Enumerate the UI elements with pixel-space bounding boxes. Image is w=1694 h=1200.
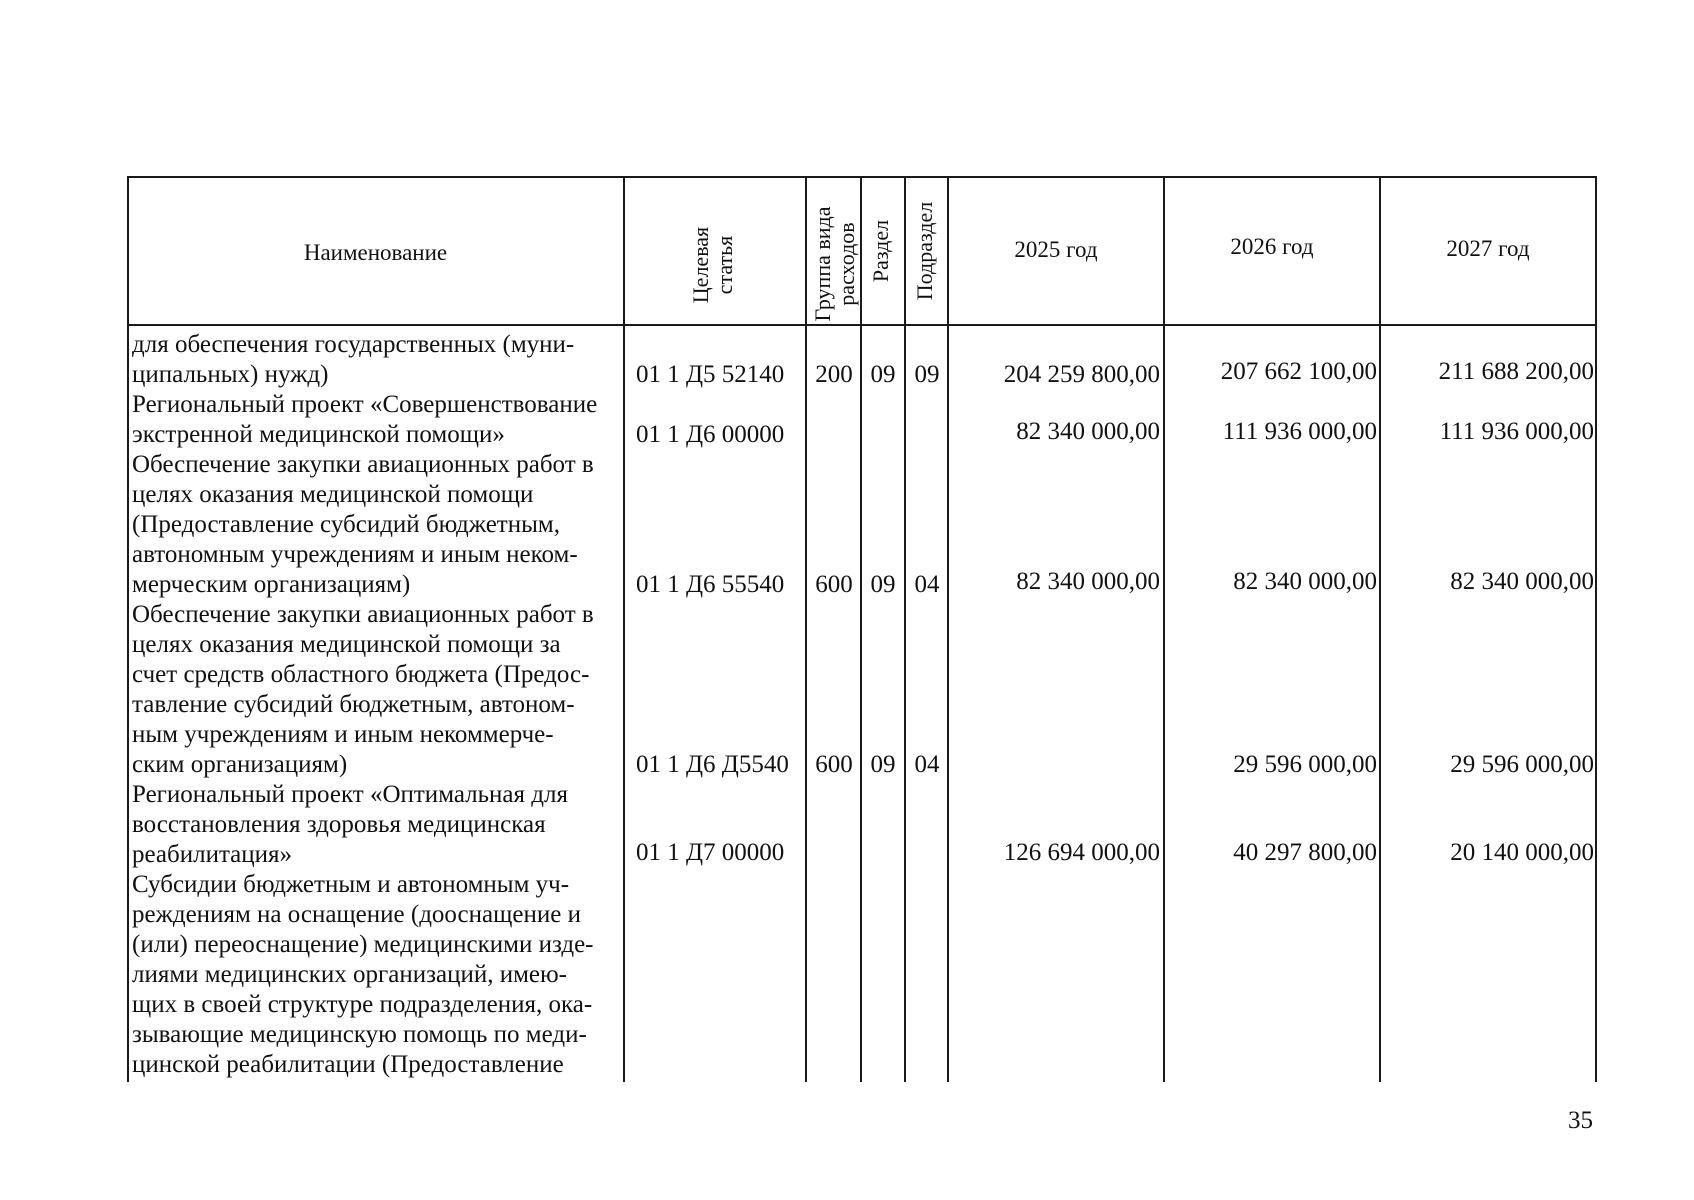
header-target-article: [689, 195, 739, 335]
name-line: счет средств областного бюджета (Предос-: [132, 661, 590, 688]
name-line: автономным учреждениям и иным неком-: [132, 541, 578, 568]
amount-2025: 126 694 000,00: [1003, 839, 1160, 866]
amount-2026: 111 936 000,00: [1222, 418, 1377, 445]
table-row-name: [132, 450, 621, 600]
amount-2025: 204 259 800,00: [1003, 361, 1160, 388]
header-subsection: Подраздел: [912, 201, 937, 301]
target-article-code: 01 1 Д5 52140: [636, 361, 785, 388]
column-divider: [623, 176, 625, 1082]
amount-2027: 211 688 200,00: [1438, 358, 1594, 385]
name-line: реабилитация»: [132, 841, 293, 868]
name-line: Региональный проект «Совершенствование: [132, 391, 598, 418]
header-target-article-line2: статья: [712, 235, 737, 295]
section-code: 09: [870, 751, 896, 778]
header-section: Раздел: [868, 219, 893, 283]
name-line: целях оказания медицинской помощи за: [132, 631, 561, 658]
table-border-right: [1595, 176, 1597, 1082]
header-year-2027: 2027 год: [1446, 236, 1530, 261]
column-divider: [805, 176, 807, 1082]
name-line: Субсидии бюджетным и автономным уч-: [132, 871, 570, 898]
name-line: Обеспечение закупки авиационных работ в: [132, 601, 594, 628]
name-line: лиями медицинских организаций, имею-: [132, 961, 568, 988]
name-line: зывающие медицинскую помощь по меди-: [132, 1021, 587, 1048]
name-line: ципальных) нужд): [132, 361, 329, 388]
amount-2026: 207 662 100,00: [1220, 358, 1377, 385]
expense-group-code: 600: [815, 751, 853, 778]
table-border-left: [127, 176, 129, 1082]
table-row-name: [132, 780, 621, 870]
name-line: тавление субсидий бюджетным, автоном-: [132, 691, 575, 718]
subsection-code: 09: [914, 361, 940, 388]
page-number: 35: [1568, 1107, 1593, 1134]
column-divider: [947, 176, 949, 1082]
name-line: цинской реабилитации (Предоставление: [132, 1051, 564, 1078]
expense-group-code: 600: [815, 571, 853, 598]
name-line: восстановления здоровья медицинская: [132, 811, 546, 838]
header-year-2025: 2025 год: [1014, 237, 1098, 262]
amount-2027: 111 936 000,00: [1439, 418, 1594, 445]
name-line: Обеспечение закупки авиационных работ в: [132, 451, 594, 478]
amount-2025: 82 340 000,00: [1016, 418, 1160, 445]
target-article-code: 01 1 Д6 00000: [636, 421, 785, 448]
name-line: щих в своей структуре подразделения, ока-: [132, 991, 593, 1018]
column-divider: [1379, 176, 1381, 1082]
name-line: целях оказания медицинской помощи: [132, 481, 534, 508]
amount-2026: 29 596 000,00: [1233, 751, 1377, 778]
header-expense-group: [811, 194, 863, 334]
subsection-code: 04: [914, 571, 940, 598]
table-row-name: [132, 390, 621, 450]
name-line: (или) переоснащение) медицинскими изде-: [132, 931, 594, 958]
section-code: 09: [870, 571, 896, 598]
column-divider: [1163, 176, 1165, 1082]
section-code: 09: [870, 361, 896, 388]
target-article-code: 01 1 Д7 00000: [636, 839, 785, 866]
table-row-name: [132, 600, 621, 780]
name-line: экстренной медицинской помощи»: [132, 421, 505, 448]
amount-2027: 29 596 000,00: [1450, 751, 1594, 778]
name-line: (Предоставление субсидий бюджетным,: [132, 511, 560, 538]
column-divider: [904, 176, 906, 1082]
target-article-code: 01 1 Д6 Д5540: [636, 751, 789, 778]
amount-2027: 82 340 000,00: [1450, 568, 1594, 595]
amount-2026: 40 297 800,00: [1233, 839, 1377, 866]
name-line: Региональный проект «Оптимальная для: [132, 781, 568, 808]
amount-2025: 82 340 000,00: [1016, 568, 1160, 595]
header-expense-group-line1: Группа вида: [810, 206, 835, 322]
table-row-name: [132, 870, 621, 1080]
name-line: ным учреждениям и иным некоммерче-: [132, 721, 554, 748]
amount-2026: 82 340 000,00: [1233, 568, 1377, 595]
table-border-top: [127, 176, 1597, 178]
header-target-article-line1: Целевая: [688, 226, 713, 304]
table-row-name: [132, 330, 621, 390]
amount-2027: 20 140 000,00: [1450, 839, 1594, 866]
header-expense-group-line2: расходов: [834, 222, 859, 306]
name-line: для обеспечения государственных (муни-: [132, 331, 575, 358]
name-line: мерческим организациям): [132, 571, 411, 598]
name-line: реждениям на оснащение (дооснащение и: [132, 901, 581, 928]
target-article-code: 01 1 Д6 55540: [636, 571, 785, 598]
subsection-code: 04: [914, 751, 940, 778]
header-name: Наименование: [303, 240, 448, 265]
name-line: ским организациям): [132, 751, 348, 778]
header-year-2026: 2026 год: [1230, 234, 1314, 259]
expense-group-code: 200: [815, 361, 853, 388]
